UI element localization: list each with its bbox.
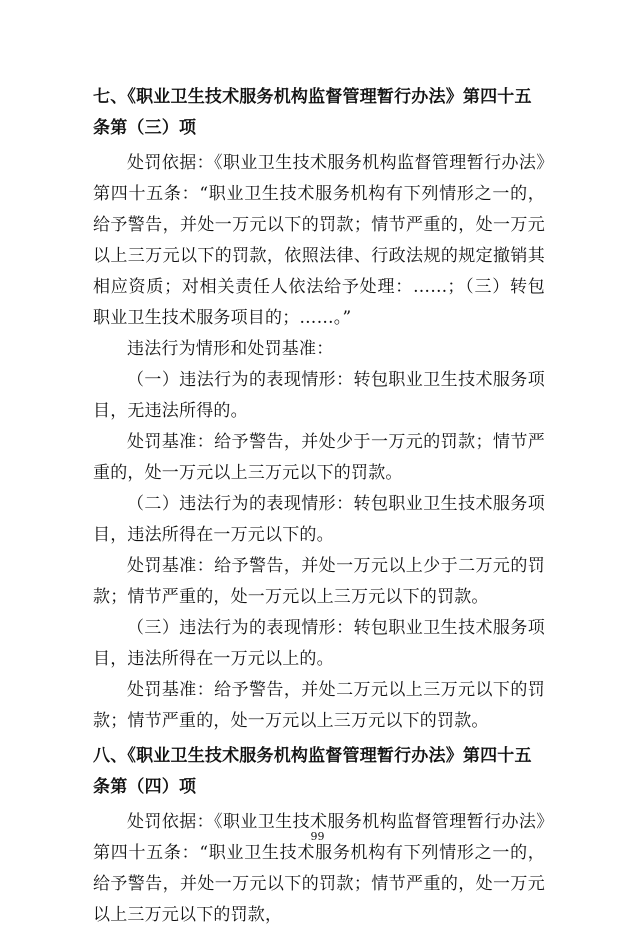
paragraph-case-1: （一）违法行为的表现情形：转包职业卫生技术服务项目，无违法所得的。 [93, 370, 545, 421]
paragraph-legal-basis-8: 处罚依据：《职业卫生技术服务机构监督管理暂行办法》第四十五条：“职业卫生技术服务机构有下列情形之一的，给予警告，并处一万元以下的罚款；情节严重的，处一万元以上三万元以下的罚款， [93, 812, 545, 925]
paragraph-case-2: （二）违法行为的表现情形：转包职业卫生技术服务项目，违法所得在一万元以下的。 [93, 494, 545, 545]
paragraph-criteria-title: 违法行为情形和处罚基准： [127, 339, 334, 359]
paragraph-case-3: （三）违法行为的表现情形：转包职业卫生技术服务项目，违法所得在一万元以上的。 [93, 618, 545, 669]
paragraph-penalty-3: 处罚基准：给予警告，并处二万元以上三万元以下的罚款；情节严重的，处一万元以上三万元以下的罚款。 [93, 680, 545, 731]
page-number: 99 [310, 830, 325, 843]
paragraph-legal-basis: 处罚依据：《职业卫生技术服务机构监督管理暂行办法》第四十五条：“职业卫生技术服务机构有下列情形之一的，给予警告，并处一万元以下的罚款；情节严重的，处一万元以上三万元以下的罚款，依照法律、行政法规的规定撤销其相应资质；对相关责任人依法给予处理：……；（三）转包职业卫生技术服务项目的；……。” [93, 153, 545, 328]
page-content [93, 82, 545, 931]
section-heading-8: 八、《职业卫生技术服务机构监督管理暂行办法》第四十五条第（四）项 [93, 746, 532, 797]
paragraph-penalty-2: 处罚基准：给予警告，并处一万元以上少于二万元的罚款；情节严重的，处一万元以上三万元以下的罚款。 [93, 556, 545, 607]
paragraph-penalty-1: 处罚基准：给予警告，并处少于一万元的罚款；情节严重的，处一万元以上三万元以下的罚款。 [93, 432, 545, 483]
section-heading-7: 七、《职业卫生技术服务机构监督管理暂行办法》第四十五条第（三）项 [93, 87, 532, 138]
